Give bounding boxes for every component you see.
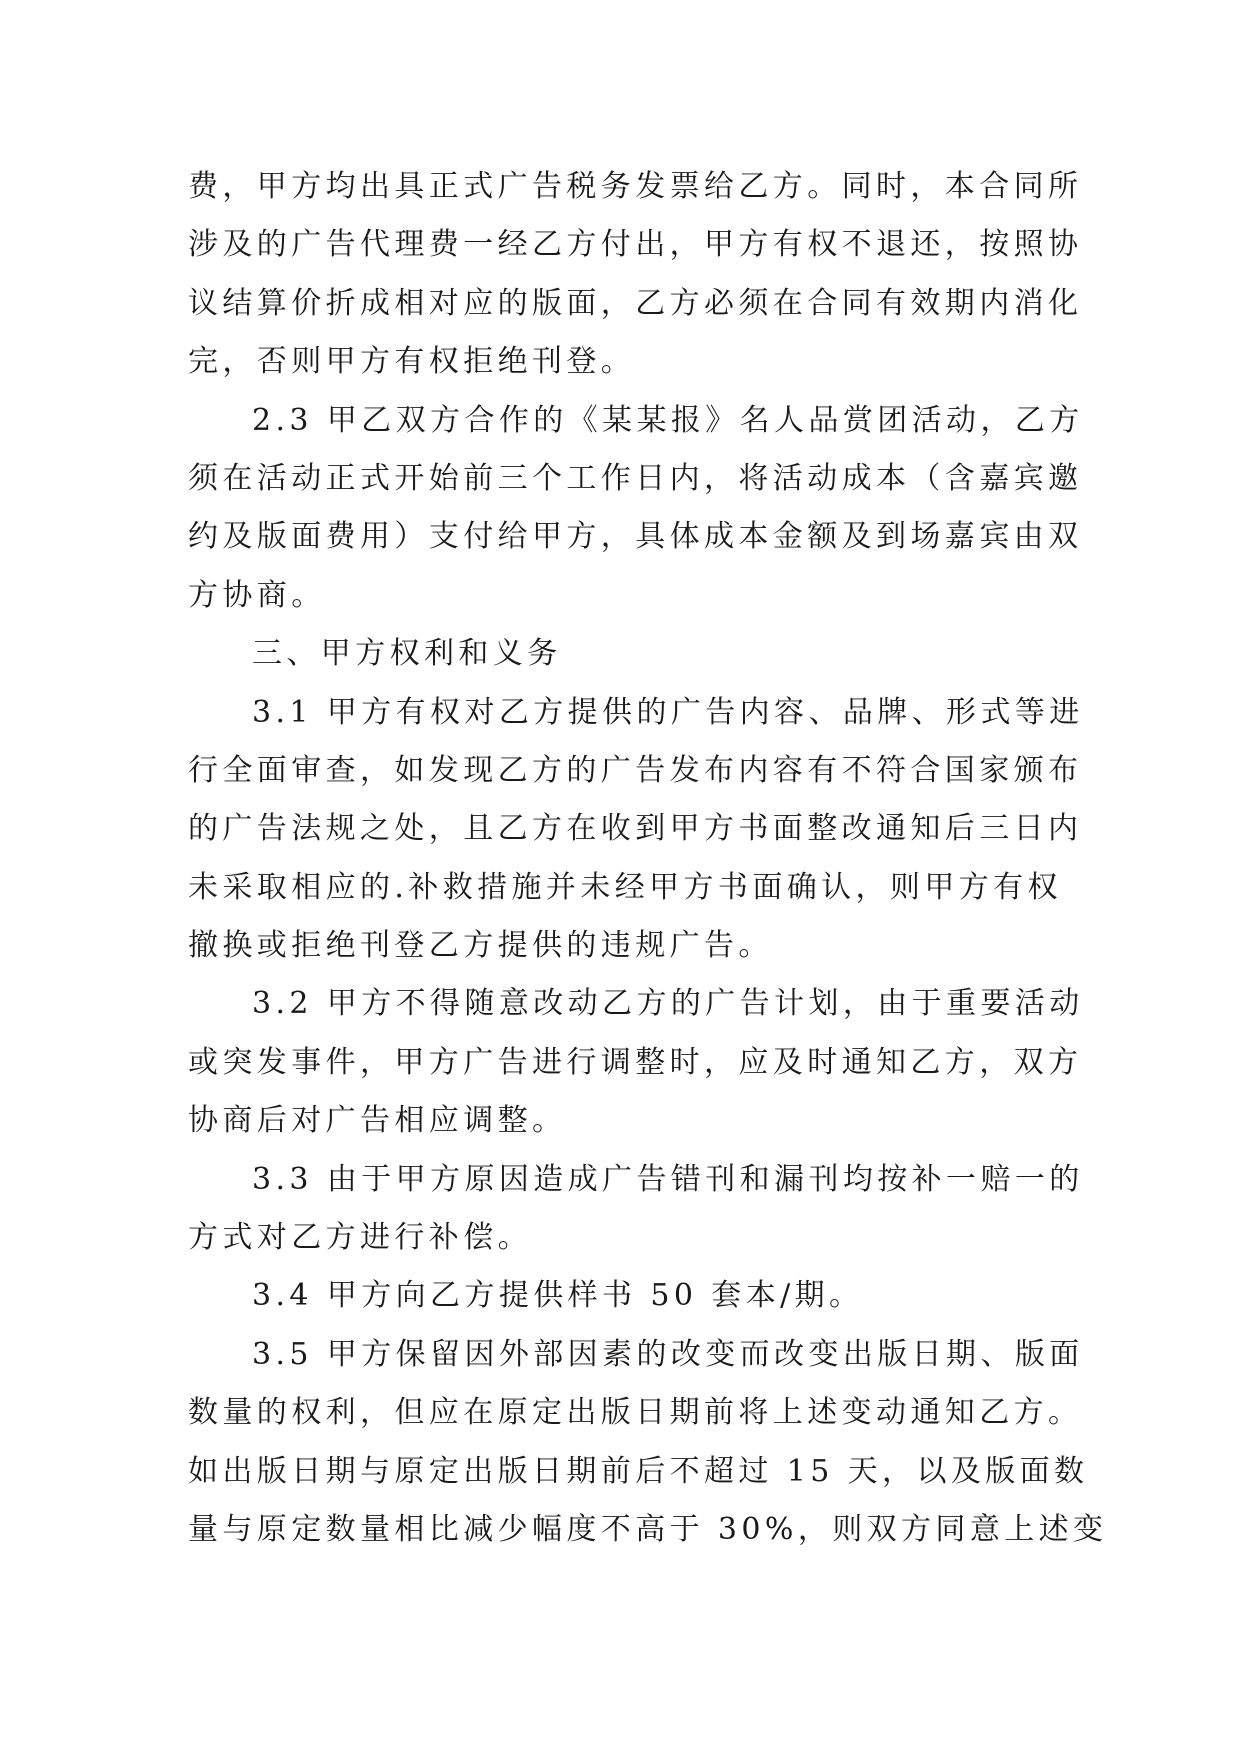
text-line: 或突发事件，甲方广告进行调整时，应及时通知乙方，双方: [188, 1044, 1083, 1080]
text-line: 量与原定数量相比减少幅度不高于 30%，则双方同意上述变: [188, 1511, 1108, 1547]
clause-3-2: 3.2 甲方不得随意改动乙方的广告计划，由于重要活动: [252, 986, 1084, 1022]
clause-3-1: 3.1 甲方有权对乙方提供的广告内容、品牌、形式等进: [252, 694, 1084, 730]
clause-3-3: 3.3 由于甲方原因造成广告错刊和漏刊均按补一赔一的: [252, 1161, 1084, 1197]
text-line: 完，否则甲方有权拒绝刊登。: [188, 344, 636, 380]
text-line: 费，甲方均出具正式广告税务发票给乙方。同时，本合同所: [188, 169, 1083, 204]
text-line: 撤换或拒绝刊登乙方提供的违规广告。: [188, 928, 773, 964]
text-line: 涉及的广告代理费一经乙方付出，甲方有权不退还，按照协: [188, 227, 1083, 263]
contract-text: [188, 158, 1108, 1559]
text-line: 数量的权利，但应在原定出版日期前将上述变动通知乙方。: [188, 1395, 1083, 1431]
clause-3-4: 3.4 甲方向乙方提供样书 50 套本/期。: [252, 1278, 864, 1314]
text-line: 行全面审查，如发现乙方的广告发布内容有不符合国家颁布: [188, 752, 1083, 788]
text-line: 方协商。: [188, 577, 326, 613]
text-line: 须在活动正式开始前三个工作日内，将活动成本（含嘉宾邀: [188, 460, 1083, 496]
text-line: 未采取相应的.补救措施并未经甲方书面确认，则甲方有权: [188, 869, 1062, 905]
clause-2-3: 2.3 甲乙双方合作的《某某报》名人品赏团活动，乙方: [252, 402, 1084, 438]
clause-3-5: 3.5 甲方保留因外部因素的改变而改变出版日期、版面: [252, 1336, 1084, 1372]
text-line: 的广告法规之处，且乙方在收到甲方书面整改通知后三日内: [188, 811, 1083, 847]
text-line: 约及版面费用）支付给甲方，具体成本金额及到场嘉宾由双: [188, 519, 1083, 555]
text-line: 协商后对广告相应调整。: [188, 1103, 567, 1139]
section-heading: 三、甲方权利和义务: [252, 636, 562, 672]
text-line: 方式对乙方进行补偿。: [188, 1220, 532, 1256]
text-line: 如出版日期与原定出版日期前后不超过 15 天，以及版面数: [188, 1453, 1089, 1489]
text-line: 议结算价折成相对应的版面，乙方必须在合同有效期内消化: [188, 285, 1083, 321]
